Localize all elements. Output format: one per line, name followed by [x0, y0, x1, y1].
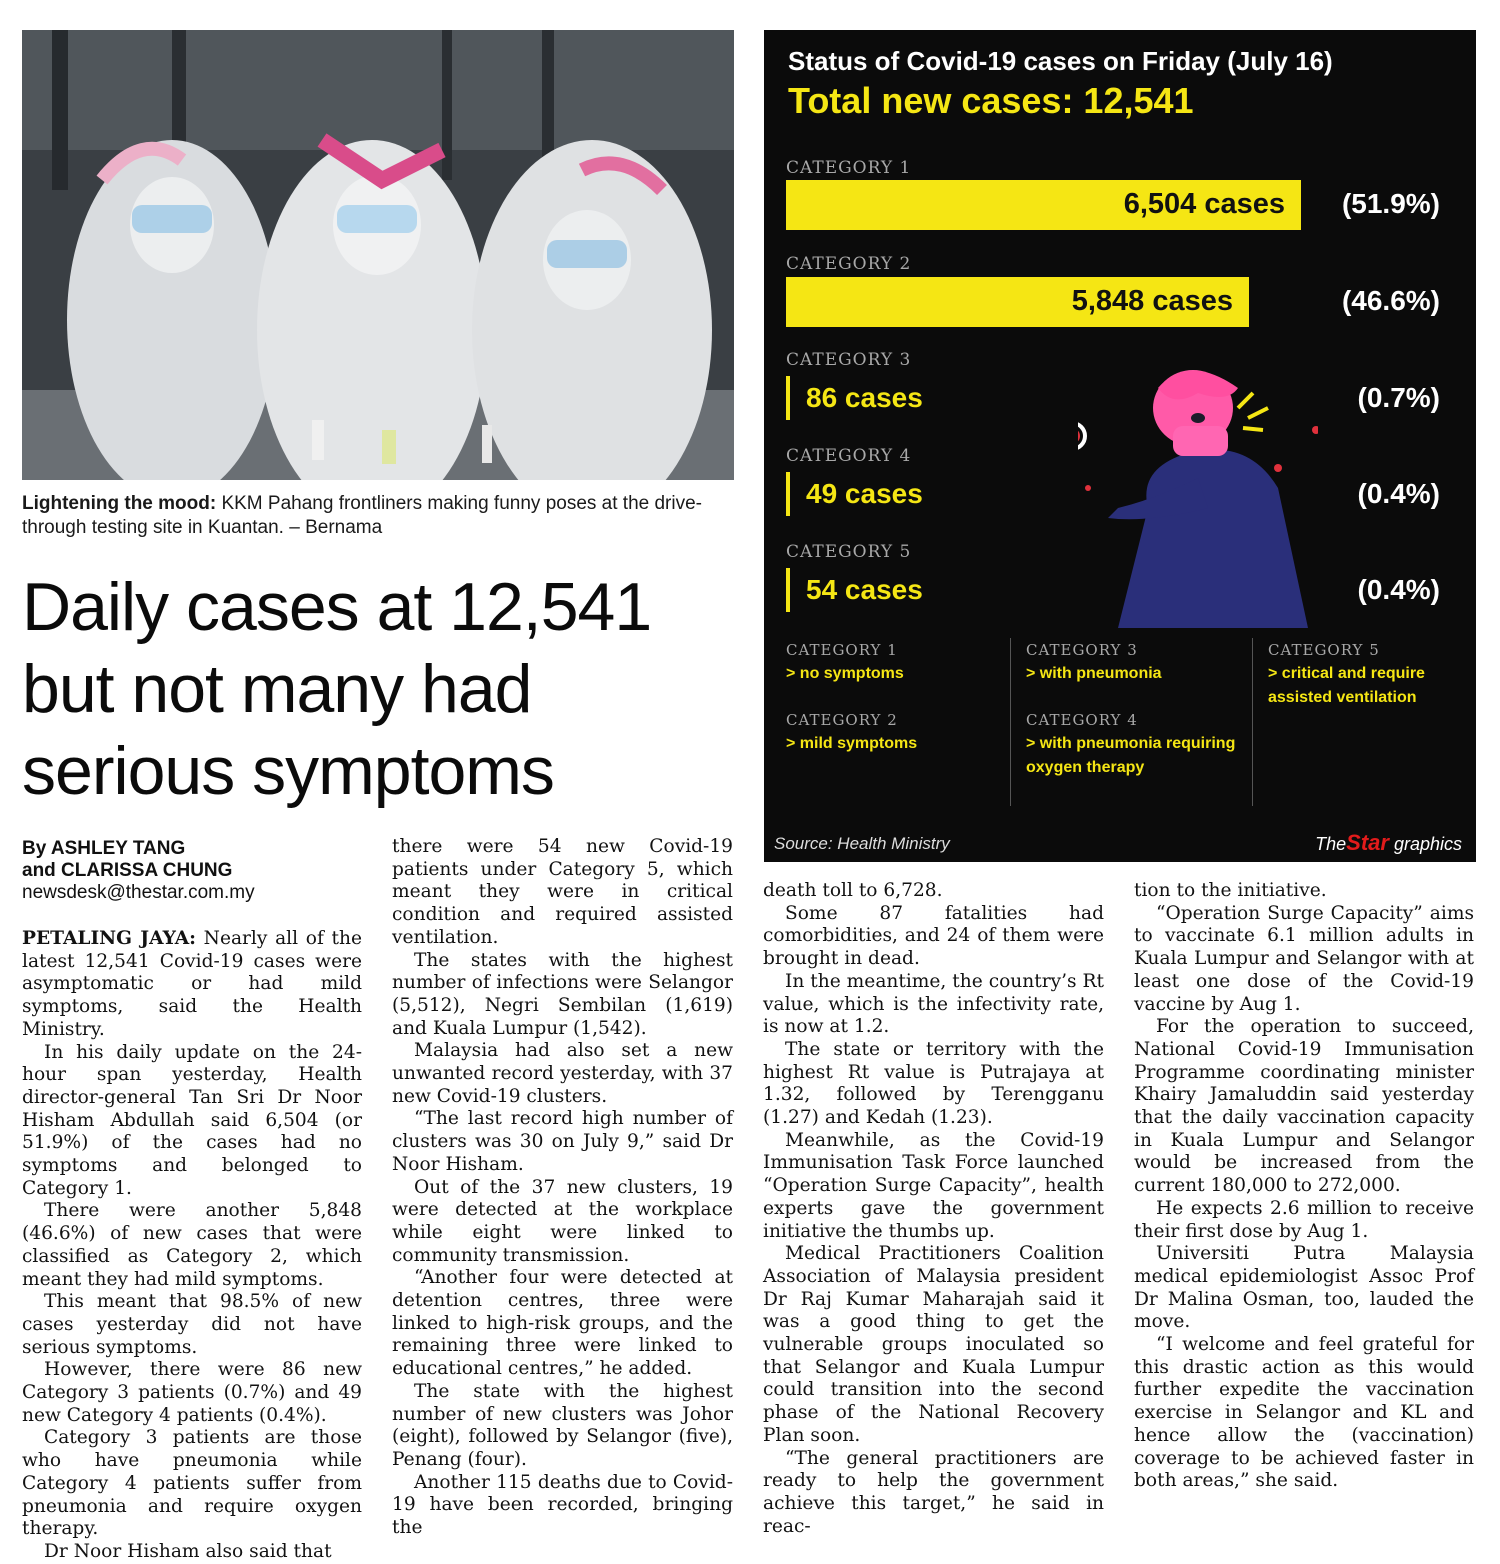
article-paragraph: There were another 5,848 (46.6%) of new cases that were classified as Category 2, which meant they had mild symptoms. — [22, 1200, 362, 1290]
category-2-cases: 5,848 cases — [1071, 285, 1233, 317]
category-4-label: CATEGORY 4 — [786, 446, 912, 466]
article-paragraph: tion to the initiative. — [1134, 880, 1327, 901]
article-paragraph — [22, 928, 362, 1042]
legend-4-label: CATEGORY 4 — [1026, 711, 1138, 729]
article-paragraph: “I welcome and feel grateful for this drastic action as this would further expedite the vaccination exercise in Selangor and KL and hence allow the (vaccination) coverage to be achieved faster in both areas,” she said. — [1134, 1334, 1474, 1492]
article-paragraph: Category 3 patients are those who have pneumonia while Category 4 patients suffer from pneumonia and require oxygen therapy. — [22, 1427, 362, 1540]
article-paragraph: “Operation Surge Capacity” aims to vaccinate 6.1 million adults in Kuala Lumpur and Selangor with at least one dose of the Covid-19 vaccine by Aug 1. — [1134, 902, 1474, 1015]
category-4-bar — [786, 472, 790, 516]
category-5-cases: 54 cases — [806, 574, 923, 605]
article-paragraph: For the operation to succeed, National Covid-19 Immunisation Programme coordinating minister Khairy Jamaluddin said yesterday that the daily vaccination capacity in Kuala Lumpur and Selangor would be increased from the current 180,000 to 272,000. — [1134, 1016, 1474, 1197]
byline-names-2: and CLARISSA CHUNG — [22, 860, 233, 881]
category-4-cases: 49 cases — [806, 478, 923, 509]
brand-the: The — [1315, 834, 1347, 854]
byline-email: newsdesk@thestar.com.my — [22, 882, 255, 903]
article-column-3 — [763, 880, 1104, 1538]
category-5-bar — [786, 568, 790, 612]
frontliners-photo-illustration — [22, 30, 734, 480]
category-3-percentage: (0.7%) — [1357, 382, 1440, 413]
category-1-label: CATEGORY 1 — [786, 158, 912, 178]
headline-line-3: serious symptoms — [22, 733, 554, 809]
category-3-label: CATEGORY 3 — [786, 350, 912, 370]
article-paragraph: Medical Practitioners Coalition Association of Malaysia president Dr Raj Kumar Maharajah said it was a good thing to get the vulnerable groups inoculated so that Selangor and Kuala Lumpur could transition into the second phase of the National Recovery Plan soon. — [763, 1243, 1104, 1446]
sick-person-icon — [1078, 358, 1318, 628]
covid-infographic — [764, 30, 1476, 862]
category-5-percentage: (0.4%) — [1357, 574, 1440, 605]
infographic-total: Total new cases: 12,541 — [788, 80, 1194, 121]
byline-names-1: By ASHLEY TANG — [22, 838, 186, 859]
paragraph-text: Nearly all of the latest 12,541 Covid-19 cases were asymptomatic or had mild symptoms, said the Health Ministry. — [22, 928, 362, 1040]
legend-1-desc: > no symptoms — [786, 665, 904, 682]
legend-2-desc: > mild symptoms — [786, 735, 918, 752]
article-paragraph: Universiti Putra Malaysia medical epidemiologist Assoc Prof Dr Malina Osman, too, lauded the move. — [1134, 1243, 1474, 1333]
legend-divider-2 — [1252, 638, 1253, 806]
dateline: PETALING JAYA: — [22, 928, 196, 949]
article-paragraph: The states with the highest number of infections were Selangor (5,512), Negri Sembilan (1,619) and Kuala Lumpur (1,542). — [392, 949, 733, 1039]
article-paragraph: In the meantime, the country’s Rt value, which is the infectivity rate, is now at 1.2. — [763, 970, 1104, 1038]
category-2-label: CATEGORY 2 — [786, 254, 912, 274]
brand-star: Star — [1346, 830, 1389, 855]
article-paragraph: Malaysia had also set a new unwanted record yesterday, with 37 new Covid-19 clusters. — [392, 1040, 733, 1107]
photo-caption — [22, 492, 734, 540]
legend-divider-1 — [1010, 638, 1011, 806]
article-paragraph: Some 87 fatalities had comorbidities, and 24 of them were brought in dead. — [763, 902, 1104, 970]
legend-3-desc: > with pneumonia — [1026, 665, 1162, 682]
article-column-4 — [1134, 880, 1474, 1493]
article-paragraph: “The last record high number of clusters was 30 on July 9,” said Dr Noor Hisham. — [392, 1108, 733, 1175]
brand-graphics: graphics — [1388, 834, 1462, 854]
category-3-cases: 86 cases — [806, 382, 923, 413]
article-paragraph: He expects 2.6 million to receive their first dose by Aug 1. — [1134, 1197, 1474, 1242]
article-column-1 — [22, 928, 362, 1564]
article-paragraph: Out of the 37 new clusters, 19 were detected at the workplace while eight were linked to community transmission. — [392, 1176, 733, 1266]
article-paragraph: However, there were 86 new Category 3 patients (0.7%) and 49 new Category 4 patients (0.4%). — [22, 1359, 362, 1426]
legend-2-label: CATEGORY 2 — [786, 711, 898, 729]
legend-5-desc: > critical and require assisted ventilation — [1268, 665, 1425, 706]
thestar-graphics-logo — [1315, 830, 1462, 856]
legend-3-label: CATEGORY 3 — [1026, 641, 1138, 659]
article-paragraph: death toll to 6,728. — [763, 880, 943, 901]
news-photo — [22, 30, 734, 480]
article-paragraph: The state with the highest number of new clusters was Johor (eight), followed by Selangor (five), Penang (four). — [392, 1380, 733, 1470]
article-paragraph: In his daily update on the 24-hour span yesterday, Health director-general Tan Sri Dr Noor Hisham Abdullah said 6,504 (or 51.9%) of the cases had no symptoms and belonged to Category 1. — [22, 1041, 362, 1199]
article-paragraph: “Another four were detected at detention centres, three were linked to high-risk groups, and the remaining three were linked to educational centres,” he added. — [392, 1267, 733, 1380]
headline-line-2: but not many had — [22, 651, 532, 727]
infographic-source: Source: Health Ministry — [774, 834, 950, 853]
headline — [22, 566, 742, 812]
article-paragraph: “The general practitioners are ready to help the government achieve this target,” he said in reac- — [763, 1447, 1104, 1537]
caption-lead: Lightening the mood: — [22, 493, 217, 514]
category-2-percentage: (46.6%) — [1341, 285, 1440, 316]
legend-column-2 — [1026, 638, 1236, 780]
legend-column-3 — [1268, 638, 1458, 710]
legend-5-label: CATEGORY 5 — [1268, 641, 1380, 659]
article-paragraph: there were 54 new Covid-19 patients under Category 5, which meant they were in critical condition and required assisted ventilation. — [392, 836, 733, 948]
category-1-bar — [786, 180, 1301, 230]
category-5-label: CATEGORY 5 — [786, 542, 912, 562]
category-1-cases: 6,504 cases — [1123, 188, 1285, 220]
article-paragraph: The state or territory with the highest Rt value is Putrajaya at 1.32, followed by Terengganu (1.27) and Kedah (1.23). — [763, 1038, 1104, 1129]
article-paragraph: Dr Noor Hisham also said that — [44, 1540, 332, 1562]
infographic-title: Status of Covid-19 cases on Friday (July 16) — [788, 46, 1333, 76]
category-4-percentage: (0.4%) — [1357, 478, 1440, 509]
article-paragraph: Another 115 deaths due to Covid-19 have been recorded, bringing the — [392, 1471, 733, 1539]
article-paragraph: This meant that 98.5% of new cases yesterday did not have serious symptoms. — [22, 1291, 362, 1358]
headline-line-1: Daily cases at 12,541 — [22, 569, 652, 645]
legend-4-desc: > with pneumonia requiring oxygen therapy — [1026, 735, 1236, 776]
category-3-bar — [786, 376, 790, 420]
article-paragraph: Meanwhile, as the Covid-19 Immunisation Task Force launched “Operation Surge Capacity”, health experts gave the government initiative the thumbs up. — [763, 1129, 1104, 1242]
category-2-bar — [786, 277, 1249, 327]
legend-1-label: CATEGORY 1 — [786, 641, 898, 659]
caption-text: KKM Pahang frontliners making funny poses at the drive-through testing site in Kuantan. – Bernama — [22, 493, 702, 538]
legend-column-1 — [786, 638, 996, 756]
byline — [22, 838, 362, 904]
article-column-2 — [392, 836, 733, 1540]
category-1-percentage: (51.9%) — [1341, 188, 1440, 219]
